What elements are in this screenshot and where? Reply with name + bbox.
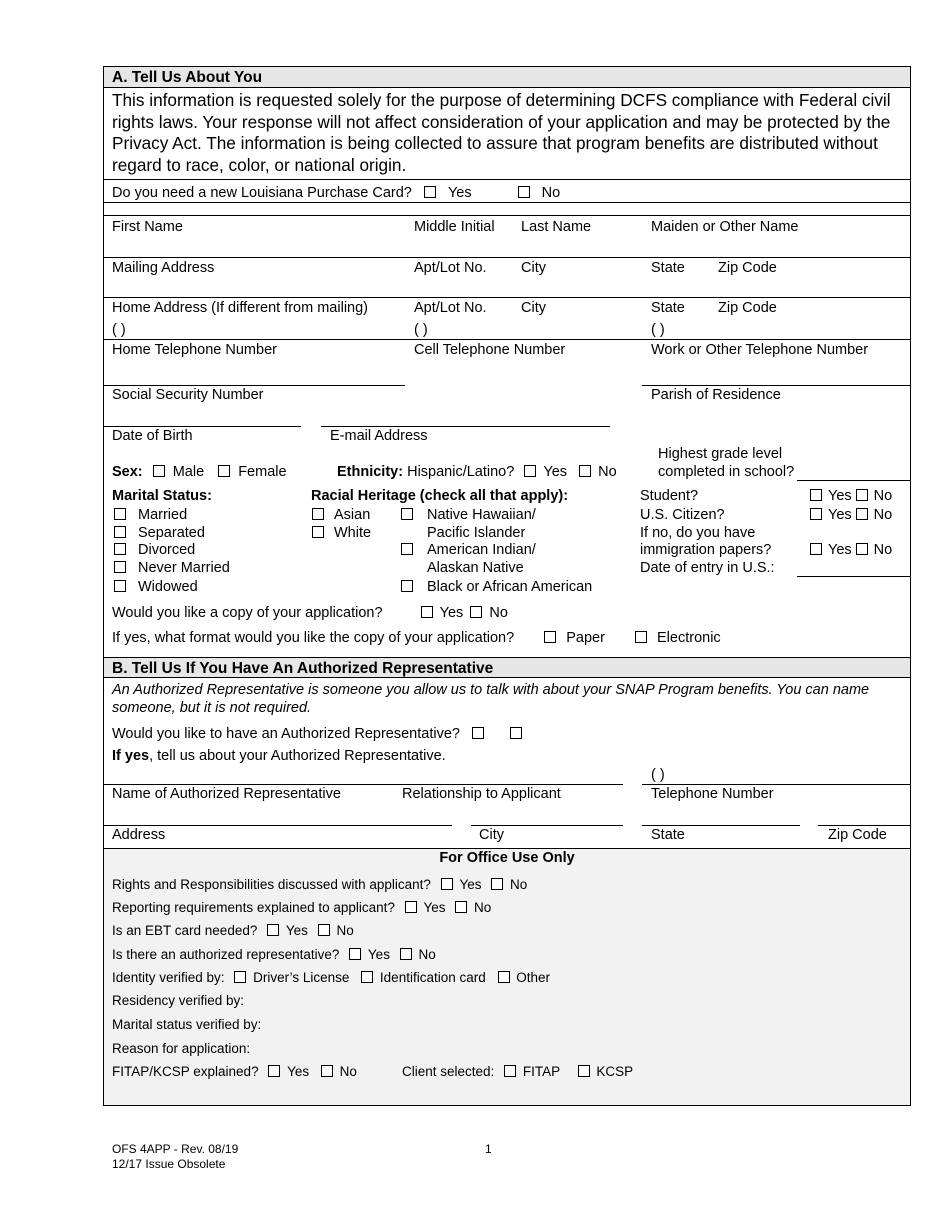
sex-label: Sex: <box>112 464 143 480</box>
marital-option-divorced <box>114 542 195 558</box>
office-residency-label: Residency verified by: <box>112 993 245 1008</box>
female-checkbox[interactable] <box>218 465 230 477</box>
race-american-indian-label: American Indian/ <box>427 542 536 558</box>
race-american-indian-checkbox[interactable] <box>401 543 413 555</box>
ethnicity-question: Hispanic/Latino? <box>407 464 515 480</box>
office-ebt-no-label: No <box>336 923 354 938</box>
marital-married-label: Married <box>138 507 188 523</box>
student-no-label: No <box>873 488 893 504</box>
rep-phone-field-line[interactable] <box>642 784 910 785</box>
race-option-native-hawaiian <box>401 507 536 523</box>
female-label: Female <box>238 464 287 480</box>
citizen-no-label: No <box>873 507 893 523</box>
marital-option-widowed <box>114 579 198 595</box>
home-phone-label: Home Telephone Number <box>112 342 277 358</box>
immigration-no-checkbox[interactable] <box>856 543 868 555</box>
office-fitap-no-checkbox[interactable] <box>321 1065 333 1077</box>
race-white-checkbox[interactable] <box>312 526 324 538</box>
copy-yes-label: Yes <box>439 605 464 621</box>
section-a-intro: This information is requested solely for the purpose of determining DCFS compliance with Federal civil rights laws. Your response will not affect consideration of your application and may be protected by the Privacy Act. The information is being collected to assure that program benefits are distributed without regard to race, color, or national origin. <box>112 90 891 175</box>
office-reporting-label: Reporting requirements explained to applicant? <box>112 900 395 915</box>
home-city-label: City <box>521 300 546 316</box>
if-yes-instruction <box>112 748 446 764</box>
office-reason-label: Reason for application: <box>112 1041 251 1056</box>
divider <box>104 848 910 849</box>
male-checkbox[interactable] <box>153 465 165 477</box>
copy-question-row <box>112 605 508 621</box>
relationship-label: Relationship to Applicant <box>402 786 561 802</box>
footer-page-number: 1 <box>485 1142 492 1156</box>
home-apt-label: Apt/Lot No. <box>414 300 487 316</box>
office-identity-label: Identity verified by: <box>112 970 225 985</box>
first-name-label: First Name <box>112 219 183 235</box>
auth-rep-question-label: Would you like to have an Authorized Representative? <box>112 726 460 742</box>
race-asian-checkbox[interactable] <box>312 508 324 520</box>
hispanic-no-checkbox[interactable] <box>579 465 591 477</box>
copy-no-label: No <box>489 605 508 621</box>
student-options <box>810 488 892 504</box>
email-field-line[interactable] <box>321 426 610 427</box>
race-option-american-indian <box>401 542 536 558</box>
if-yes-rest: , tell us about your Authorized Representative. <box>149 748 446 764</box>
ethnicity-label: Ethnicity: <box>337 464 404 480</box>
marital-widowed-checkbox[interactable] <box>114 580 126 592</box>
card-question <box>112 185 560 201</box>
other-id-checkbox[interactable] <box>498 971 510 983</box>
race-native-hawaiian-checkbox[interactable] <box>401 508 413 520</box>
grade-level-field-line[interactable] <box>797 480 910 481</box>
rep-state-field-line[interactable] <box>642 825 800 826</box>
rep-name-label: Name of Authorized Representative <box>112 786 341 802</box>
office-fitap-question: FITAP/KCSP explained? <box>112 1064 259 1079</box>
footer-obsolete: 12/17 Issue Obsolete <box>112 1157 226 1171</box>
race-native-hawaiian-label: Native Hawaiian/ <box>427 507 536 523</box>
office-reporting-no-checkbox[interactable] <box>455 901 467 913</box>
rep-zip-label: Zip Code <box>828 827 887 843</box>
copy-question-label: Would you like a copy of your application? <box>112 605 383 621</box>
entry-date-field-line[interactable] <box>797 576 910 577</box>
marital-option-married <box>114 507 187 523</box>
card-question-label: Do you need a new Louisiana Purchase Card? <box>112 185 412 201</box>
office-rights-yes-label: Yes <box>459 877 482 892</box>
hispanic-yes-label: Yes <box>543 464 568 480</box>
section-b-header: B. Tell Us If You Have An Authorized Representative <box>104 657 910 678</box>
immigration-label-1: If no, do you have <box>640 525 756 541</box>
card-yes-label: Yes <box>447 185 472 201</box>
race-american-indian-label-2: Alaskan Native <box>427 560 524 576</box>
card-no-label: No <box>541 185 561 201</box>
office-ebt-yes-checkbox[interactable] <box>267 924 279 936</box>
if-yes-bold: If yes <box>112 748 150 764</box>
mailing-apt-label: Apt/Lot No. <box>414 260 487 276</box>
copy-yes-checkbox[interactable] <box>421 606 433 618</box>
office-fitap-yes-label: Yes <box>287 1064 310 1079</box>
race-option-black <box>401 579 592 595</box>
race-asian-label: Asian <box>334 507 371 523</box>
marital-status-label: Marital Status: <box>112 488 212 504</box>
office-reporting-no-label: No <box>474 900 492 915</box>
parish-label: Parish of Residence <box>651 387 781 403</box>
work-phone-label: Work or Other Telephone Number <box>651 342 869 358</box>
office-ebt-yes-label: Yes <box>285 923 308 938</box>
rep-city-field-line[interactable] <box>471 825 623 826</box>
kcsp-label: KCSP <box>596 1064 634 1079</box>
office-ebt-label: Is an EBT card needed? <box>112 923 258 938</box>
marital-separated-checkbox[interactable] <box>114 526 126 538</box>
auth-rep-no-checkbox[interactable] <box>510 727 522 739</box>
divider <box>104 215 910 216</box>
kcsp-checkbox[interactable] <box>578 1065 590 1077</box>
office-rights-no-checkbox[interactable] <box>491 878 503 890</box>
office-rights-row <box>112 877 527 892</box>
marital-option-never-married <box>114 560 230 576</box>
office-ebt-no-checkbox[interactable] <box>318 924 330 936</box>
race-option-white <box>312 525 371 541</box>
immigration-options <box>810 542 892 558</box>
office-use-title: For Office Use Only <box>439 850 575 866</box>
grade-level-label-1: Highest grade level <box>658 446 783 462</box>
client-selected-row <box>402 1064 633 1079</box>
immigration-yes-checkbox[interactable] <box>810 543 822 555</box>
office-auth-rep-yes-label: Yes <box>367 947 390 962</box>
rep-state-label: State <box>651 827 685 843</box>
cell-phone-area-code: ( ) <box>414 322 428 338</box>
work-phone-area-code: ( ) <box>651 322 665 338</box>
marital-widowed-label: Widowed <box>138 579 198 595</box>
id-card-label: Identification card <box>379 970 486 985</box>
rep-zip-field-line[interactable] <box>818 825 910 826</box>
office-auth-rep-no-checkbox[interactable] <box>400 948 412 960</box>
immigration-label-2: immigration papers? <box>640 542 772 558</box>
racial-heritage-label: Racial Heritage (check all that apply): <box>311 488 569 504</box>
dob-label: Date of Birth <box>112 428 193 444</box>
auth-rep-yes-checkbox[interactable] <box>472 727 484 739</box>
immigration-no-label: No <box>873 542 893 558</box>
immigration-yes-label: Yes <box>828 542 852 558</box>
office-reporting-row <box>112 900 491 915</box>
marital-never-married-checkbox[interactable] <box>114 561 126 573</box>
entry-date-label: Date of entry in U.S.: <box>640 560 775 576</box>
citizen-label: U.S. Citizen? <box>640 507 725 523</box>
home-address-label: Home Address (If different from mailing) <box>112 300 368 316</box>
sex-row <box>112 464 287 480</box>
divider <box>104 179 910 180</box>
rep-name-field-line[interactable] <box>104 784 623 785</box>
marital-never-married-label: Never Married <box>138 560 230 576</box>
cell-phone-label: Cell Telephone Number <box>414 342 566 358</box>
electronic-label: Electronic <box>657 630 721 646</box>
marital-option-separated <box>114 525 205 541</box>
mailing-state-label: State <box>651 260 685 276</box>
rep-telephone-label: Telephone Number <box>651 786 774 802</box>
phone-field-line[interactable] <box>104 339 910 340</box>
dob-field-line[interactable] <box>104 426 301 427</box>
fitap-checkbox[interactable] <box>504 1065 516 1077</box>
ssn-label: Social Security Number <box>112 387 264 403</box>
last-name-label: Last Name <box>521 219 592 235</box>
race-white-label: White <box>334 525 372 541</box>
paper-checkbox[interactable] <box>544 631 556 643</box>
hispanic-yes-checkbox[interactable] <box>524 465 536 477</box>
email-label: E-mail Address <box>330 428 428 444</box>
fitap-label: FITAP <box>522 1064 560 1079</box>
office-identity-row <box>112 970 550 985</box>
student-yes-label: Yes <box>828 488 852 504</box>
office-reporting-yes-label: Yes <box>423 900 446 915</box>
mailing-address-label: Mailing Address <box>112 260 215 276</box>
office-marital-label: Marital status verified by: <box>112 1017 262 1032</box>
ssn-field-line[interactable] <box>104 385 405 386</box>
marital-separated-label: Separated <box>138 525 205 541</box>
rep-address-label: Address <box>112 827 166 843</box>
office-auth-rep-label: Is there an authorized representative? <box>112 947 340 962</box>
office-ebt-row <box>112 923 354 938</box>
race-black-label: Black or African American <box>427 579 593 595</box>
office-auth-rep-yes-checkbox[interactable] <box>349 948 361 960</box>
race-native-hawaiian-label-2: Pacific Islander <box>427 525 526 541</box>
office-fitap-yes-checkbox[interactable] <box>268 1065 280 1077</box>
marital-divorced-checkbox[interactable] <box>114 543 126 555</box>
maiden-name-label: Maiden or Other Name <box>651 219 799 235</box>
divider <box>104 202 910 203</box>
auth-rep-question-row <box>112 726 530 742</box>
other-id-label: Other <box>516 970 551 985</box>
footer-form-id: OFS 4APP - Rev. 08/19 <box>112 1142 239 1156</box>
card-no-checkbox[interactable] <box>518 186 530 198</box>
paper-label: Paper <box>566 630 605 646</box>
office-rights-no-label: No <box>510 877 528 892</box>
mailing-field-line[interactable] <box>104 297 910 298</box>
office-auth-rep-row <box>112 947 436 962</box>
rep-address-field-line[interactable] <box>104 825 452 826</box>
citizen-yes-checkbox[interactable] <box>810 508 822 520</box>
name-field-line[interactable] <box>104 257 910 258</box>
client-selected-label: Client selected: <box>402 1064 495 1079</box>
drivers-license-checkbox[interactable] <box>234 971 246 983</box>
office-fitap-row <box>112 1064 357 1079</box>
hispanic-no-label: No <box>598 464 617 480</box>
citizen-no-checkbox[interactable] <box>856 508 868 520</box>
citizen-yes-label: Yes <box>828 507 852 523</box>
format-question-row <box>112 630 721 646</box>
citizen-options <box>810 507 892 523</box>
office-rights-label: Rights and Responsibilities discussed with applicant? <box>112 877 431 892</box>
marital-divorced-label: Divorced <box>138 542 196 558</box>
section-b-intro: An Authorized Representative is someone you allow us to talk with about your SNAP Program benefits. You can name someone, but it is not required. <box>112 682 870 716</box>
format-question-label: If yes, what format would you like the copy of your application? <box>112 630 515 646</box>
office-reporting-yes-checkbox[interactable] <box>405 901 417 913</box>
office-fitap-no-label: No <box>339 1064 357 1079</box>
id-card-checkbox[interactable] <box>361 971 373 983</box>
section-a-header: A. Tell Us About You <box>104 67 910 88</box>
race-black-checkbox[interactable] <box>401 580 413 592</box>
grade-level-label-2: completed in school? <box>658 464 795 480</box>
student-yes-checkbox[interactable] <box>810 489 822 501</box>
office-auth-rep-no-label: No <box>418 947 436 962</box>
drivers-license-label: Driver’s License <box>253 970 350 985</box>
mailing-city-label: City <box>521 260 546 276</box>
ethnicity-row <box>337 464 617 480</box>
marital-married-checkbox[interactable] <box>114 508 126 520</box>
rep-city-label: City <box>479 827 504 843</box>
copy-no-checkbox[interactable] <box>470 606 482 618</box>
electronic-checkbox[interactable] <box>635 631 647 643</box>
student-no-checkbox[interactable] <box>856 489 868 501</box>
middle-initial-label: Middle Initial <box>414 219 495 235</box>
home-phone-area-code: ( ) <box>112 322 126 338</box>
parish-field-line[interactable] <box>642 385 910 386</box>
male-label: Male <box>172 464 205 480</box>
office-rights-yes-checkbox[interactable] <box>441 878 453 890</box>
card-yes-checkbox[interactable] <box>424 186 436 198</box>
home-zip-label: Zip Code <box>718 300 777 316</box>
race-option-asian <box>312 507 370 523</box>
home-state-label: State <box>651 300 685 316</box>
rep-phone-area-code: ( ) <box>651 767 665 783</box>
mailing-zip-label: Zip Code <box>718 260 777 276</box>
student-label: Student? <box>640 488 699 504</box>
